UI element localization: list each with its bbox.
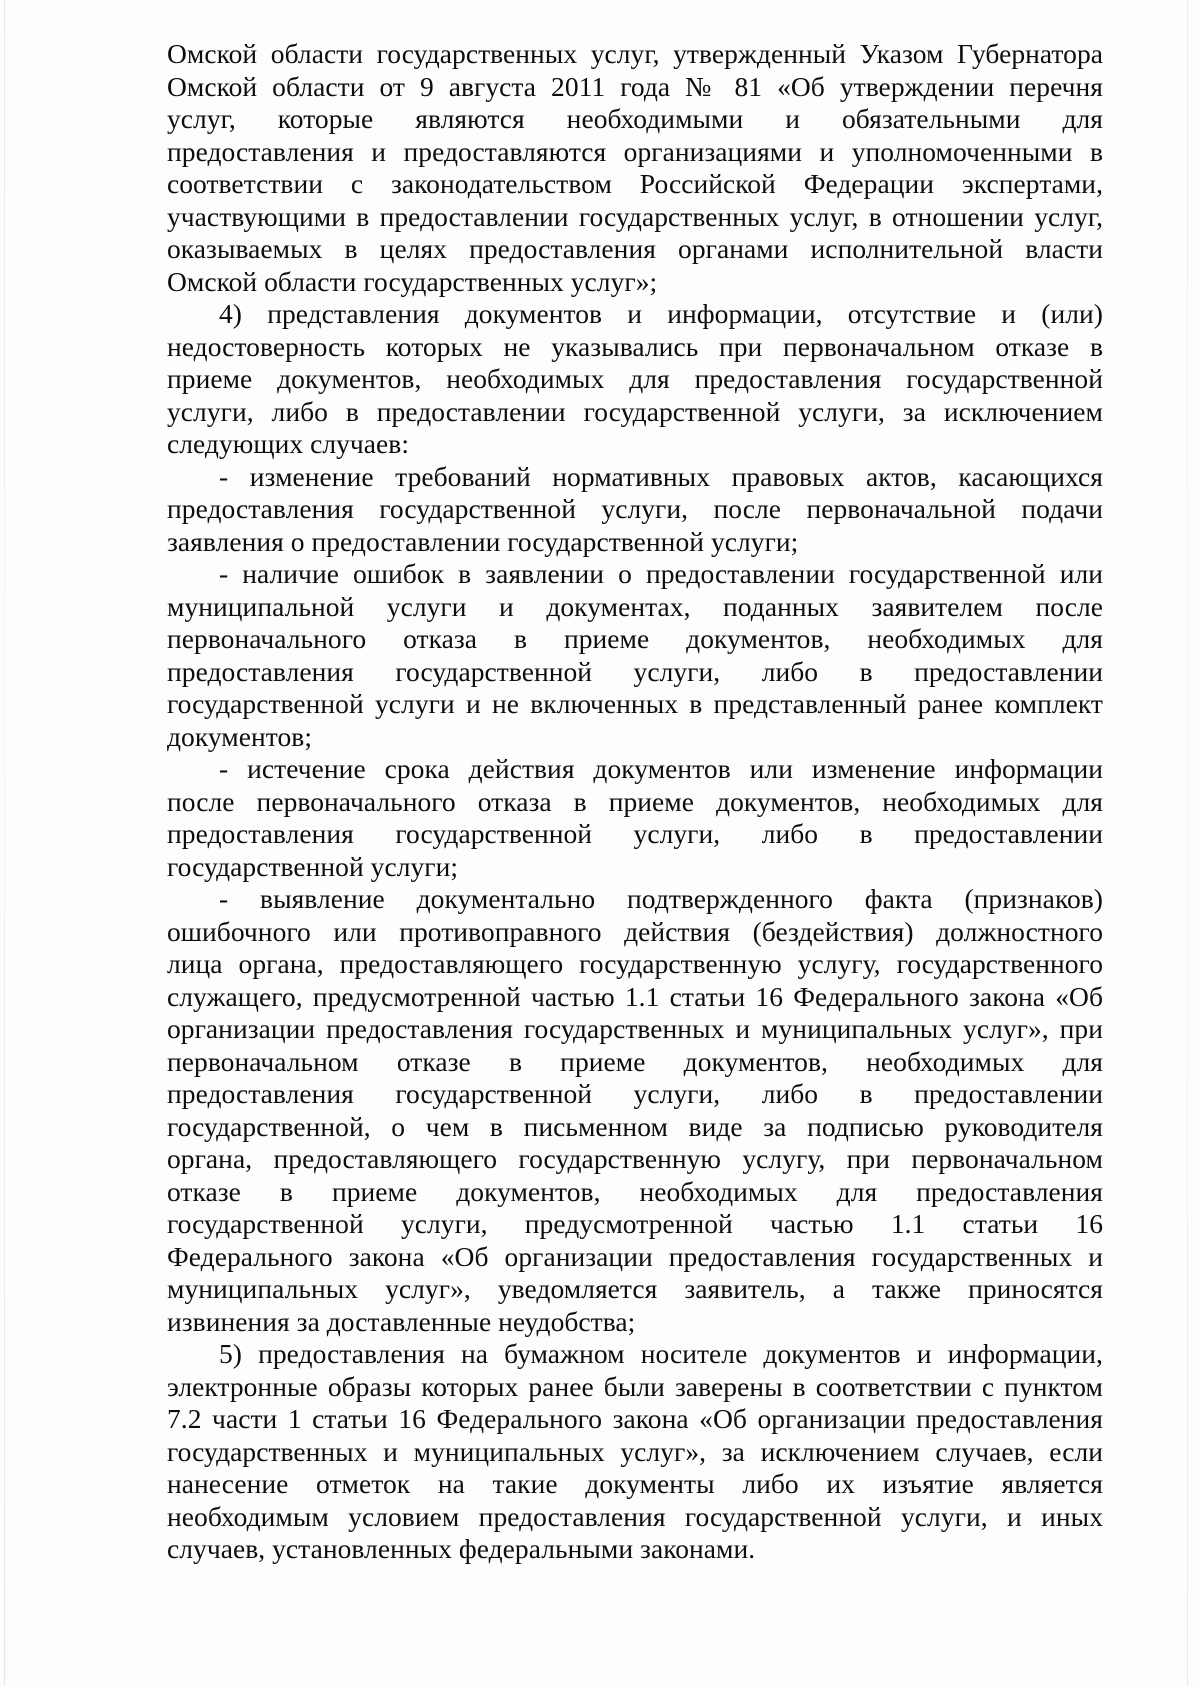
text-line: служащего, предусмотренной частью 1.1 статьи 16 Федерального закона «Об	[167, 980, 1103, 1012]
text-line: предоставления государственной услуги, либо в предоставлении	[167, 655, 1103, 687]
text-line: - выявление документально подтвержденного факта (признаков)	[219, 883, 1103, 914]
text-line: извинения за доставленные неудобства;	[167, 1305, 636, 1337]
text-line: предоставления государственной услуги, либо в предоставлении	[167, 818, 1103, 849]
text-line: - наличие ошибок в заявлении о предоставлении государственной или	[219, 558, 1103, 589]
text-line: первоначального отказа в приеме документов, необходимых для	[167, 623, 1103, 654]
text-line: государственной, о чем в письменном виде за подписью руководителя	[167, 1110, 1103, 1142]
text-line: электронные образы которых ранее были заверены в соответствии с пунктом	[167, 1370, 1103, 1402]
text-line: органа, предоставляющего государственную услугу, при первоначальном	[167, 1143, 1103, 1174]
document-body-text	[167, 38, 1103, 1566]
text-line: Омской области государственных услуг, утвержденный Указом Губернатора	[167, 38, 1103, 69]
text-line: Федерального закона «Об организации предоставления государственных и	[167, 1240, 1103, 1272]
text-line: заявления о предоставлении государственной услуги;	[167, 525, 799, 557]
text-line: соответствии с законодательством Российской Федерации экспертами,	[167, 168, 1103, 199]
text-line: участвующими в предоставлении государственных услуг, в отношении услуг,	[167, 200, 1103, 232]
text-line: государственных и муниципальных услуг», за исключением случаев, если	[167, 1435, 1103, 1467]
text-line: Омской области от 9 августа 2011 года № 81 «Об утверждении перечня	[167, 70, 1103, 102]
text-line: приеме документов, необходимых для предоставления государственной	[167, 363, 1103, 394]
text-line: предоставления государственной услуги, после первоначальной подачи	[167, 493, 1103, 524]
text-line: государственной услуги, предусмотренной частью 1.1 статьи 16	[167, 1208, 1103, 1239]
text-line: оказываемых в целях предоставления органами исполнительной власти	[167, 233, 1103, 264]
text-line: недостоверность которых не указывались при первоначальном отказе в	[167, 330, 1103, 362]
text-line: Омской области государственных услуг»;	[167, 265, 658, 297]
text-line: услуги, либо в предоставлении государственной услуги, за исключением	[167, 395, 1103, 427]
text-line: государственной услуги;	[167, 850, 459, 882]
text-line: - истечение срока действия документов или изменение информации	[219, 753, 1103, 784]
text-line: лица органа, предоставляющего государственную услугу, государственного	[167, 948, 1103, 979]
text-line: муниципальной услуги и документах, поданных заявителем после	[167, 590, 1103, 622]
text-line: 4) представления документов и информации, отсутствие и (или)	[219, 298, 1103, 329]
text-line: организации предоставления государственных и муниципальных услуг», при	[167, 1013, 1103, 1044]
text-line: документов;	[167, 720, 313, 752]
text-line: необходимым условием предоставления государственной услуги, и иных	[167, 1500, 1103, 1532]
text-line: - изменение требований нормативных правовых актов, касающихся	[219, 460, 1103, 492]
text-line: следующих случаев:	[167, 428, 410, 459]
text-line: государственной услуги и не включенных в представленный ранее комплект	[167, 688, 1103, 719]
text-line: отказе в приеме документов, необходимых для предоставления	[167, 1175, 1103, 1207]
text-line: предоставления государственной услуги, либо в предоставлении	[167, 1078, 1103, 1109]
text-line: 5) предоставления на бумажном носителе документов и информации,	[219, 1338, 1103, 1369]
text-line: первоначальном отказе в приеме документов, необходимых для	[167, 1045, 1103, 1077]
text-line: после первоначального отказа в приеме документов, необходимых для	[167, 785, 1103, 817]
text-line: случаев, установленных федеральными законами.	[167, 1533, 756, 1564]
text-line: 7.2 части 1 статьи 16 Федерального закона «Об организации предоставления	[167, 1403, 1103, 1434]
text-line: услуг, которые являются необходимыми и обязательными для	[167, 103, 1103, 134]
text-line: нанесение отметок на такие документы либо их изъятие является	[167, 1468, 1103, 1499]
text-line: муниципальных услуг», уведомляется заявитель, а также приносятся	[167, 1273, 1103, 1304]
text-line: предоставления и предоставляются организациями и уполномоченными в	[167, 135, 1103, 167]
scan-edge-right	[1187, 0, 1188, 1686]
scan-edge-left	[4, 0, 5, 1686]
text-line: ошибочного или противоправного действия (бездействия) должностного	[167, 915, 1103, 947]
